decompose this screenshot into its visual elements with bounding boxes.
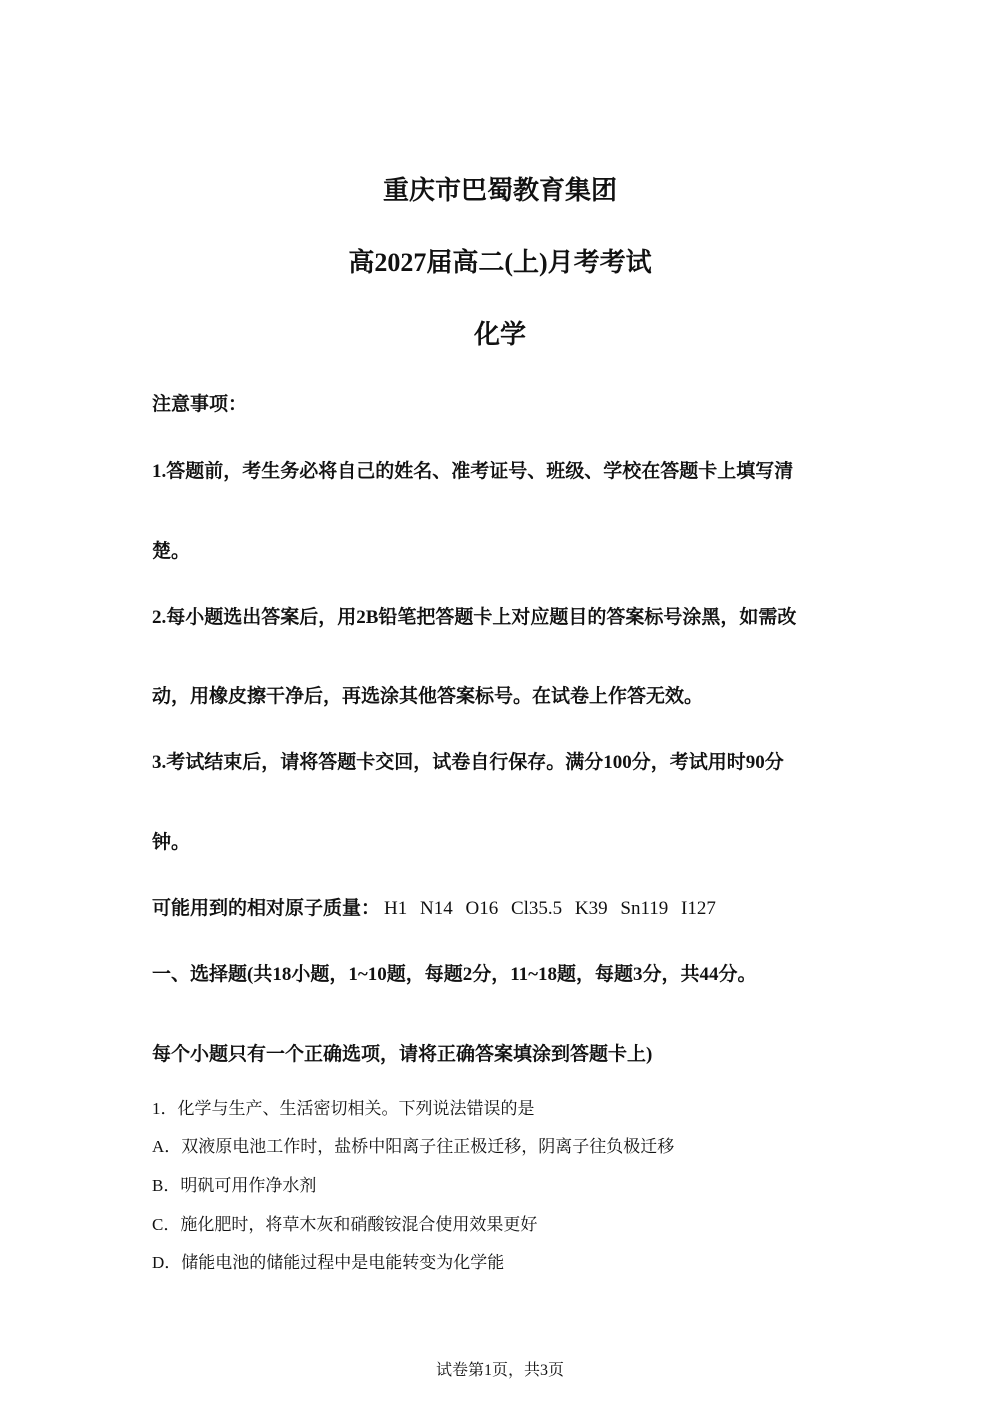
atomic-mass-value: K39	[574, 898, 608, 919]
subject-title: 化学	[473, 320, 526, 349]
atomic-mass-label: 可能用到的相对原子质量：	[152, 898, 381, 919]
atomic-mass-value: H1	[384, 898, 408, 919]
atomic-mass-value: N14	[420, 898, 453, 919]
section-1-heading-line-1: 一、选择题(共18小题，1~10题，每题2分，11~18题，每题3分，共44分。	[152, 964, 757, 985]
question-1-option-b: B．明矾可用作净水剂	[152, 1176, 317, 1195]
question-1-option-d: D．储能电池的储能过程中是电能转变为化学能	[152, 1253, 505, 1272]
notice-item-2-line-2: 动，用橡皮擦干净后，再选涂其他答案标号。在试卷上作答无效。	[152, 686, 704, 707]
atomic-mass-value: I127	[681, 898, 716, 919]
atomic-mass-value: O16	[465, 898, 499, 919]
org-title: 重庆市巴蜀教育集团	[382, 176, 617, 205]
question-1-stem: 1．化学与生产、生活密切相关。下列说法错误的是	[152, 1099, 535, 1118]
page-footer: 试卷第1页，共3页	[435, 1362, 564, 1379]
question-1-option-a: A．双液原电池工作时，盐桥中阳离子往正极迁移，阴离子往负极迁移	[152, 1137, 675, 1156]
atomic-mass-line	[152, 893, 724, 920]
atomic-mass-value: Cl35.5	[510, 898, 563, 919]
atomic-mass-value: Sn119	[620, 898, 669, 919]
section-1-heading-line-2: 每个小题只有一个正确选项，请将正确答案填涂到答题卡上)	[152, 1044, 653, 1065]
notice-item-1-line-1: 1.答题前，考生务必将自己的姓名、准考证号、班级、学校在答题卡上填写清	[152, 461, 794, 482]
notice-item-2-line-1: 2.每小题选出答案后，用2B铅笔把答题卡上对应题目的答案标号涂黑，如需改	[152, 607, 797, 628]
exam-title: 高2027届高二(上)月考考试	[348, 248, 652, 277]
notice-heading: 注意事项：	[152, 394, 248, 415]
notice-item-1-line-2: 楚。	[152, 541, 191, 562]
notice-item-3-line-1: 3.考试结束后，请将答题卡交回，试卷自行保存。满分100分，考试用时90分	[152, 752, 784, 773]
question-1-option-c: C．施化肥时，将草木灰和硝酸铵混合使用效果更好	[152, 1215, 538, 1234]
notice-item-3-line-2: 钟。	[152, 832, 191, 853]
atomic-mass-values	[384, 898, 724, 919]
